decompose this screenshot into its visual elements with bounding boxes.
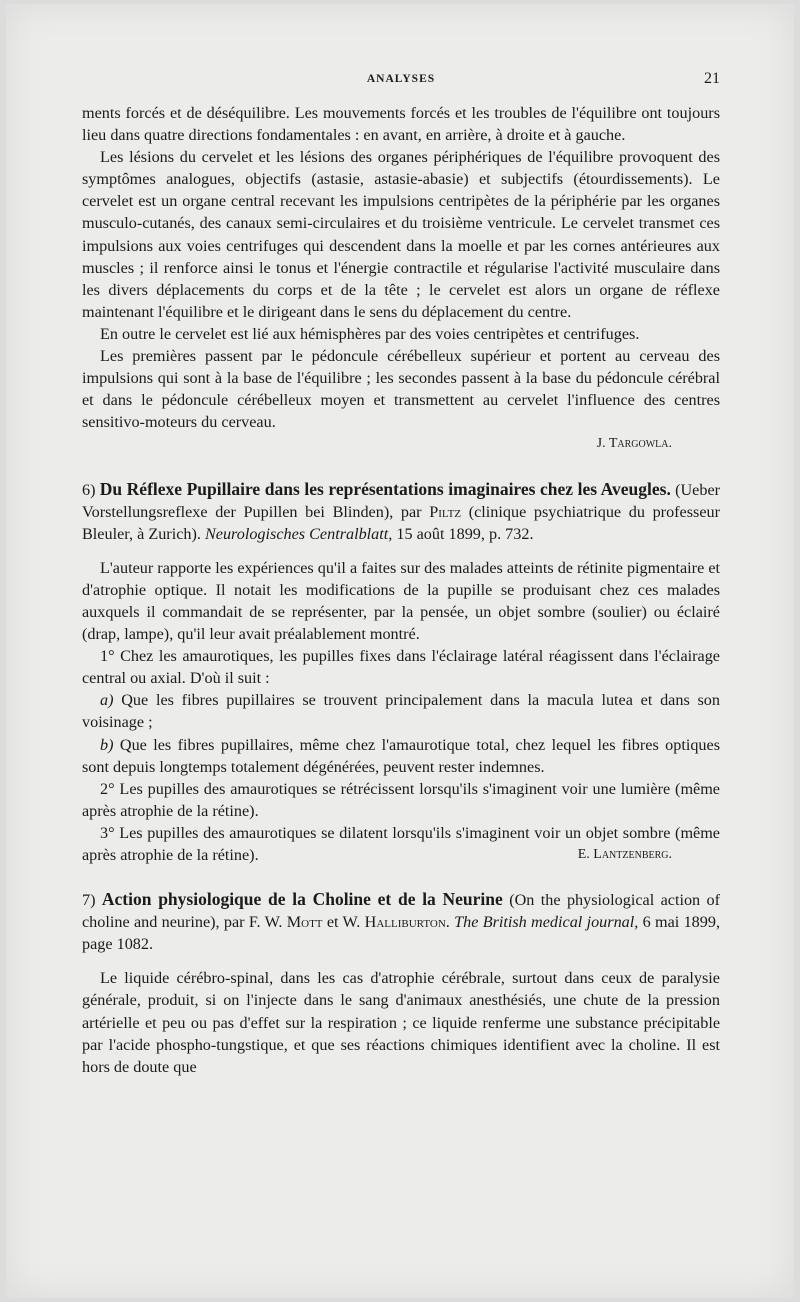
article-date: 6 mai 1899, page 1082. <box>82 913 720 954</box>
article-number: 7) <box>82 891 96 910</box>
list-text: Que les fibres pupillaires, même chez l'amaurotique total, chez lequel les fibres optiques sont depuis longtemps totalement dégénérées, peuvent rester indemnes. <box>82 735 721 776</box>
article-author: Halliburton. <box>364 913 450 932</box>
paragraph: L'auteur rapporte les expériences qu'il a faites sur des malades atteints de rétinite pigmentaire et d'atrophie optique. Il notait les modifications de la pupille se produisant chez ces malades auxquels il commandait de se représenter, par la pensée, un objet sombre (soulier) ou éclairé (drap, lampe), qu'il leur avait préalablement montré. <box>82 558 720 644</box>
paragraph: Les lésions du cervelet et les lésions des organes périphériques de l'équilibre provoquent des symptômes analogues, objectifs (astasie, astasie-abasie) et subjectifs (étourdissements). Le cervelet est un organe central recevant les impulsions centripètes de la périphérie par les organes musculo-cutanés, des canaux semi-circulaires et du troisième ventricule. Le cervelet transmet ces impulsions aux voies centrifuges qui descendent dans la moelle et par les cornes antérieures aux muscles ; il renforce ainsi le tonus et l'énergie contractile et régularise l'activité musculaire dans les divers déplacements du corps et de la tête ; le cervelet est alors un organe de réflexe maintenant l'équilibre et le dirigeant dans le sens du déplacement du centre. <box>82 148 720 321</box>
signature <box>82 433 672 455</box>
paragraph: En outre le cervelet est lié aux hémisphères par des voies centripètes et centrifuges. <box>100 324 640 343</box>
article-number: 6) <box>82 480 96 499</box>
article-heading <box>82 888 720 955</box>
article-original-title: (Ueber Vorstellungsreflexe der Pupillen bei Blinden), par <box>82 480 721 521</box>
page-number: 21 <box>704 70 720 87</box>
running-head <box>82 68 720 90</box>
list-item <box>82 689 720 733</box>
article-journal: Neurologisches Centralblatt, <box>204 524 393 543</box>
paragraph: 2° Les pupilles des amaurotiques se rétrécissent lorsqu'ils s'imaginent voir une lumière (même après atrophie de la rétine). <box>82 779 720 820</box>
article-conjunction: et W. <box>326 913 361 932</box>
signature-text: J. Targowla. <box>596 436 672 452</box>
paragraph <box>82 822 720 866</box>
page-body <box>82 102 720 1078</box>
article-heading <box>82 478 720 545</box>
article-author: Piltz <box>429 502 462 521</box>
paragraph-text: 3° Les pupilles des amaurotiques se dilatent lorsqu'ils s'imaginent voir un objet sombre (même après atrophie de la rétine). <box>82 823 720 864</box>
paragraph: Les premières passent par le pédoncule cérébelleux supérieur et portent au cerveau des impulsions qui sont à la base de l'équilibre ; les secondes passent à la base du pédoncule cérébral et dans le pédoncule cérébelleux moyen et transmettent au cervelet l'influence des centres sensitivo-moteurs du cerveau. <box>82 347 720 432</box>
article-source: (clinique psychiatrique du professeur Bleuler, à Zurich). <box>82 502 721 543</box>
list-label: a) <box>100 691 114 710</box>
article-title: Action physiologique de la Choline et de la Neurine <box>101 889 503 910</box>
paragraph-continuation: ments forcés et de déséquilibre. Les mouvements forcés et les troubles de l'équilibre ont toujours lieu dans quatre directions fondamentales : en avant, en arrière, à droite et à gauche. <box>82 104 720 145</box>
list-text: Que les fibres pupillaires se trouvent principalement dans la macula lutea et dans son voisinage ; <box>82 691 720 732</box>
running-title: ANALYSES <box>366 73 436 85</box>
article-journal: The British medical journal, <box>454 913 639 932</box>
list-label: b) <box>100 735 114 754</box>
article-date: 15 août 1899, p. 732. <box>396 524 534 543</box>
article-title: Du Réflexe Pupillaire dans les représentations imaginaires chez les Aveugles. <box>99 478 671 499</box>
article-author: Mott <box>286 913 323 932</box>
list-item <box>82 734 720 778</box>
paragraph: 1° Chez les amaurotiques, les pupilles fixes dans l'éclairage latéral réagissent dans l'éclairage central ou axial. D'où il suit : <box>82 647 720 688</box>
article-original-title: (On the physiological action of choline and neurine), par F. W. <box>82 891 721 932</box>
scanned-page <box>6 4 794 1298</box>
signature-text: E. Lantzenberg. <box>577 847 672 862</box>
paragraph: Le liquide cérébro-spinal, dans les cas d'atrophie cérébrale, surtout dans ceux de paralysie générale, produit, si on l'injecte dans le sang d'animaux anesthésiés, une chute de la pression artérielle et peu ou pas d'effet sur la respiration ; ce liquide renferme une substance précipitable par l'acide phospho-tungstique, et que ses réactions chimiques identifient avec la choline. Il est hors de doute que <box>82 969 720 1076</box>
